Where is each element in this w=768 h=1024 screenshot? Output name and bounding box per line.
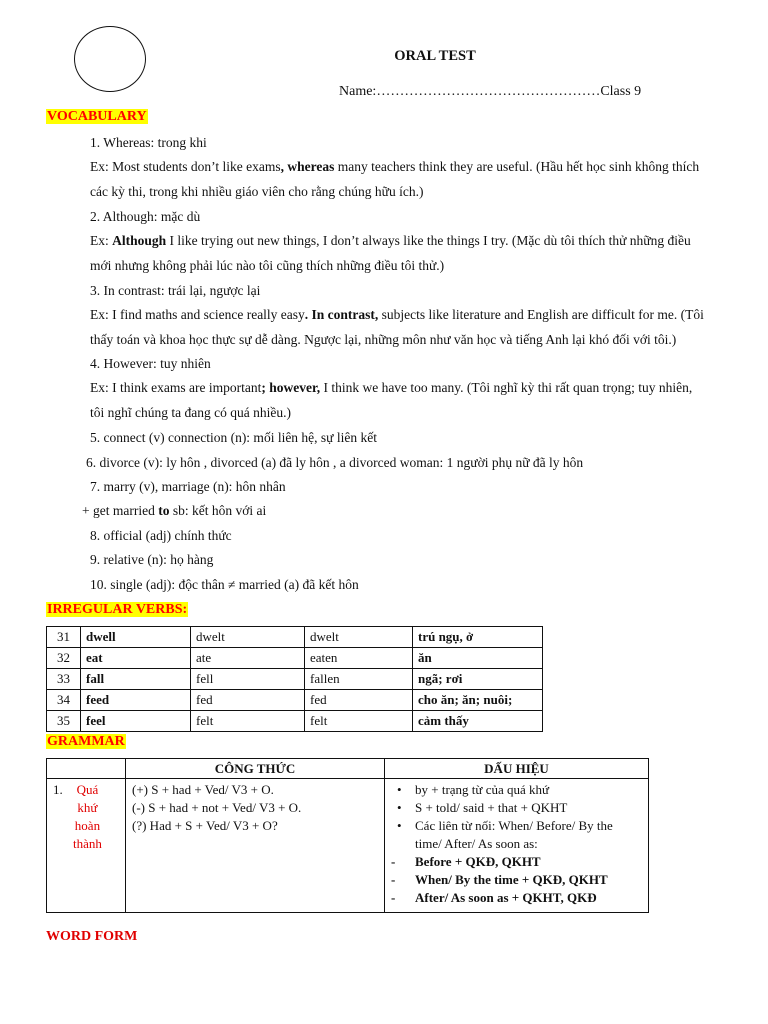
vocab-example-3-line2: thấy toán và khoa học thực sự dễ dàng. Ngược lại, những môn như văn học và tiếng Anh lại khó đối với tôi.) <box>90 332 677 347</box>
grammar-col-formula: CÔNG THỨC <box>126 759 385 779</box>
vocab-example-4-line2: tôi nghĩ chúng ta đang có quá nhiều.) <box>90 405 291 420</box>
vocab-item-7: 7. marry (v), marriage (n): hôn nhân <box>90 479 286 494</box>
verb-meaning: ăn <box>413 648 543 669</box>
vocab-example-1-line1: Ex: Most students don’t like exams, whereas many teachers think they are useful. (Hầu hết học sinh không thích <box>90 159 700 174</box>
verb-past: dwelt <box>191 627 305 648</box>
vocab-example-1-line2: các kỳ thi, trong khi nhiều giáo viên cho rằng chúng hữu ích.) <box>90 184 424 199</box>
vocab-item-8: 8. official (adj) chính thức <box>90 528 232 543</box>
verb-row <box>47 669 543 690</box>
verb-meaning: cảm thấy <box>413 711 543 732</box>
verb-meaning: ngã; rơi <box>413 669 543 690</box>
vocab-example-2-line1: Ex: Although I like trying out new things, I don’t always like the things I try. (Mặc dù tôi thích thử những điều <box>90 233 691 248</box>
verb-base: eat <box>81 648 191 669</box>
verb-row <box>47 648 543 669</box>
grammar-heading: GRAMMAR <box>47 734 125 749</box>
formula-negative: (-) S + had + not + Ved/ V3 + O. <box>132 800 302 815</box>
grammar-formula-cell <box>126 779 385 913</box>
vocab-example-3-line1: Ex: I find maths and science really easy. In contrast, subjects like literature and English are difficult for me. (Tôi <box>90 307 704 322</box>
verb-meaning: trú ngụ, ở <box>413 627 543 648</box>
verb-base: feel <box>81 711 191 732</box>
verb-number: 35 <box>47 711 81 732</box>
vocab-item-2: 2. Although: mặc dù <box>90 209 201 224</box>
vocab-item-6: 6. divorce (v): ly hôn , divorced (a) đã ly hôn , a divorced woman: 1 người phụ nữ đã ly hôn <box>86 455 584 470</box>
verb-past: fed <box>191 690 305 711</box>
vocab-item-7-extra: + get married to sb: kết hôn với ai <box>82 503 267 518</box>
grammar-tense-cell <box>47 779 126 913</box>
verb-participle: eaten <box>305 648 413 669</box>
grammar-tense-name <box>73 781 102 853</box>
verb-row <box>47 711 543 732</box>
vocab-item-1: 1. Whereas: trong khi <box>90 135 207 150</box>
grammar-col-signs: DẤU HIỆU <box>385 759 649 779</box>
vocab-example-2-line2: mới nhưng không phải lúc nào tôi cũng thích những điều tôi thử.) <box>90 258 445 273</box>
verb-past: felt <box>191 711 305 732</box>
vocabulary-heading: VOCABULARY <box>47 109 147 124</box>
verb-row <box>47 690 543 711</box>
verb-number: 31 <box>47 627 81 648</box>
verb-past: fell <box>191 669 305 690</box>
formula-affirmative: (+) S + had + Ved/ V3 + O. <box>132 782 274 797</box>
grammar-row-number: 1. <box>53 782 63 797</box>
verb-meaning: cho ăn; ăn; nuôi; <box>413 690 543 711</box>
photo-circle <box>74 26 146 92</box>
vocab-item-5: 5. connect (v) connection (n): mối liên hệ, sự liên kết <box>90 430 377 445</box>
grammar-table <box>46 758 649 913</box>
verb-base: dwell <box>81 627 191 648</box>
tense-word: thành <box>73 836 102 851</box>
verb-past: ate <box>191 648 305 669</box>
vocab-item-10: 10. single (adj): độc thân ≠ married (a) đã kết hôn <box>90 577 359 592</box>
sign-bullet: • Các liên từ nối: When/ Before/ By the time/ After/ As soon as: <box>391 817 642 853</box>
verb-base: fall <box>81 669 191 690</box>
vocab-item-9: 9. relative (n): họ hàng <box>90 552 214 567</box>
sign-dash: - Before + QKĐ, QKHT <box>391 853 642 871</box>
irregular-verbs-table <box>46 626 543 732</box>
tense-word: hoàn <box>74 818 101 833</box>
grammar-col-empty <box>47 759 126 779</box>
sign-dash: - After/ As soon as + QKHT, QKĐ <box>391 889 642 907</box>
verb-participle: fallen <box>305 669 413 690</box>
vocab-item-3: 3. In contrast: trái lại, ngược lại <box>90 283 261 298</box>
tense-word: khứ <box>77 800 98 815</box>
verb-participle: felt <box>305 711 413 732</box>
vocab-example-4-line1: Ex: I think exams are important; however, I think we have too many. (Tôi nghĩ kỳ thi rất quan trọng; tuy nhiên, <box>90 380 693 395</box>
sign-bullet: • S + told/ said + that + QKHT <box>391 799 642 817</box>
verb-participle: dwelt <box>305 627 413 648</box>
grammar-signs-cell <box>385 779 649 913</box>
tense-word: Quá <box>76 782 99 797</box>
verb-number: 33 <box>47 669 81 690</box>
verb-number: 32 <box>47 648 81 669</box>
sign-dash: - When/ By the time + QKĐ, QKHT <box>391 871 642 889</box>
sign-bullet: • by + trạng từ của quá khứ <box>391 781 642 799</box>
verb-number: 34 <box>47 690 81 711</box>
vocab-item-4: 4. However: tuy nhiên <box>90 356 211 371</box>
verb-base: feed <box>81 690 191 711</box>
page-title: ORAL TEST <box>394 48 476 64</box>
name-class-line: Name:…………………………………………Class 9 <box>339 84 642 99</box>
irregular-verbs-heading: IRREGULAR VERBS: <box>47 602 188 617</box>
formula-question: (?) Had + S + Ved/ V3 + O? <box>132 818 278 833</box>
verb-participle: fed <box>305 690 413 711</box>
word-form-heading: WORD FORM <box>46 929 138 944</box>
verb-row <box>47 627 543 648</box>
